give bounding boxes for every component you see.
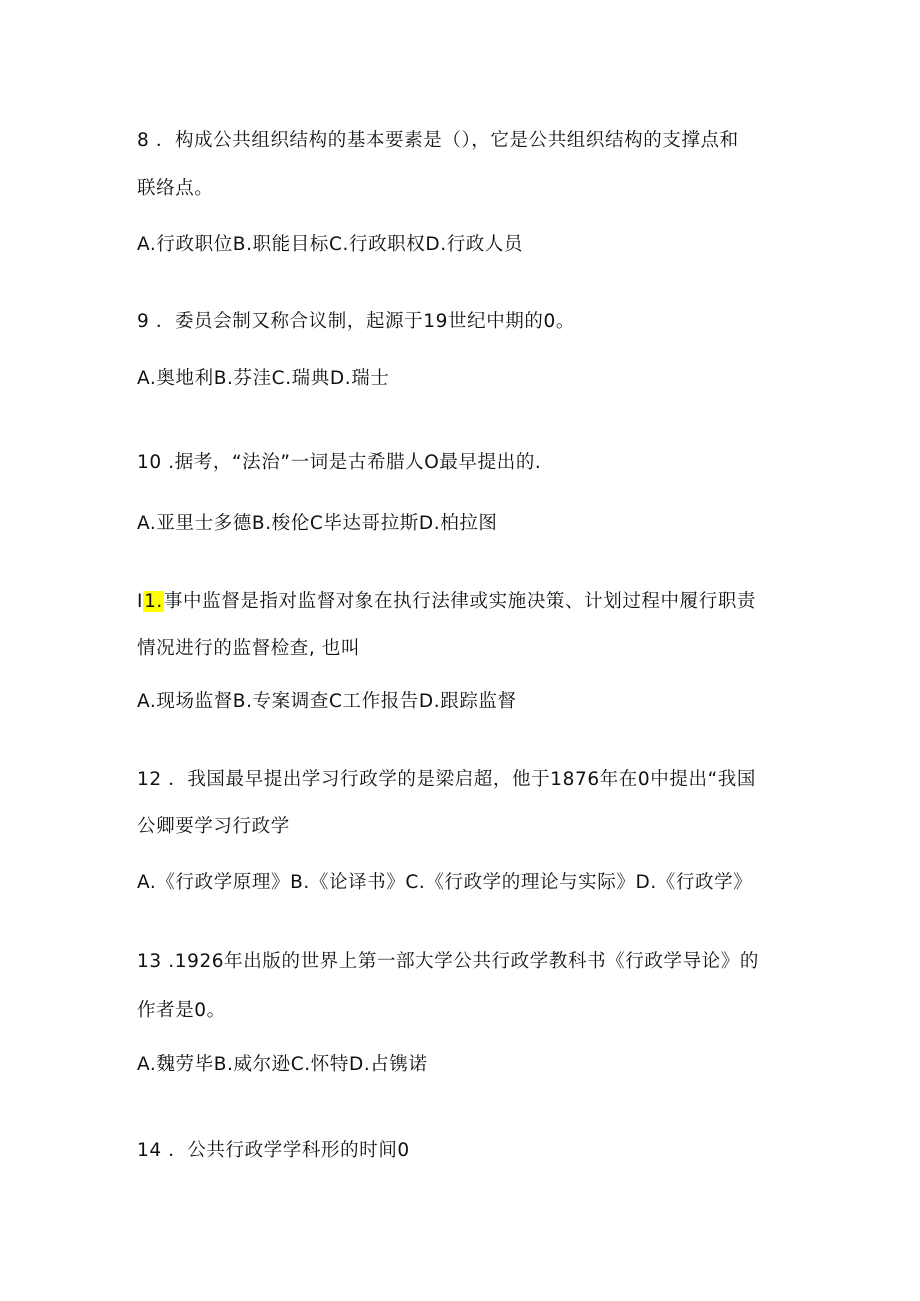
question-10-options: A.亚里士多德B.梭伦C毕达哥拉斯D.柏拉图 <box>137 513 498 534</box>
question-13-options: A.魏劳毕B.威尔逊C.怀特D.占镌诺 <box>137 1054 428 1075</box>
question-13-stem-line2: 作者是0。 <box>137 1000 226 1021</box>
question-14-stem: 14 ．公共行政学学科形的时间0 <box>137 1140 410 1161</box>
question-11-number-prefix: I <box>137 591 144 612</box>
question-8-stem-line1: 8 ．构成公共组织结构的基本要素是（），它是公共组织结构的支撑点和 <box>137 130 739 151</box>
question-12-stem-line1: 12 ．我国最早提出学习行政学的是梁启超，他于1876年在0中提出“我国 <box>137 769 756 790</box>
question-8-options: A.行政职位B.职能目标C.行政职权D.行政人员 <box>137 234 524 255</box>
question-11-stem-line1 <box>137 590 756 614</box>
question-11-number-highlight: 1. <box>144 591 163 612</box>
question-11-stem-line2: 情况进行的监督检查, 也叫 <box>137 638 361 659</box>
question-9-stem: 9 ．委员会制又称合议制，起源于19世纪中期的0。 <box>137 311 575 332</box>
question-13-stem-line1: 13 .1926年出版的世界上第一部大学公共行政学教科书《行政学导论》的 <box>137 951 759 972</box>
question-10-stem: 10 .据考，“法治”一词是古希腊人O最早提出的. <box>137 452 542 473</box>
question-11-stem-text: 事中监督是指对监督对象在执行法律或实施决策、计划过程中履行职责 <box>163 591 757 612</box>
question-8-stem-line2: 联络点。 <box>137 178 214 199</box>
question-12-stem-line2: 公卿要学习行政学 <box>137 816 290 837</box>
question-11-options: A.现场监督B.专案调查C工作报告D.跟踪监督 <box>137 691 517 712</box>
question-12-options: A.《行政学原理》B.《论译书》C.《行政学的理论与实际》D.《行政学》 <box>137 872 753 893</box>
question-9-options: A.奥地利B.芬洼C.瑞典D.瑞士 <box>137 368 390 389</box>
